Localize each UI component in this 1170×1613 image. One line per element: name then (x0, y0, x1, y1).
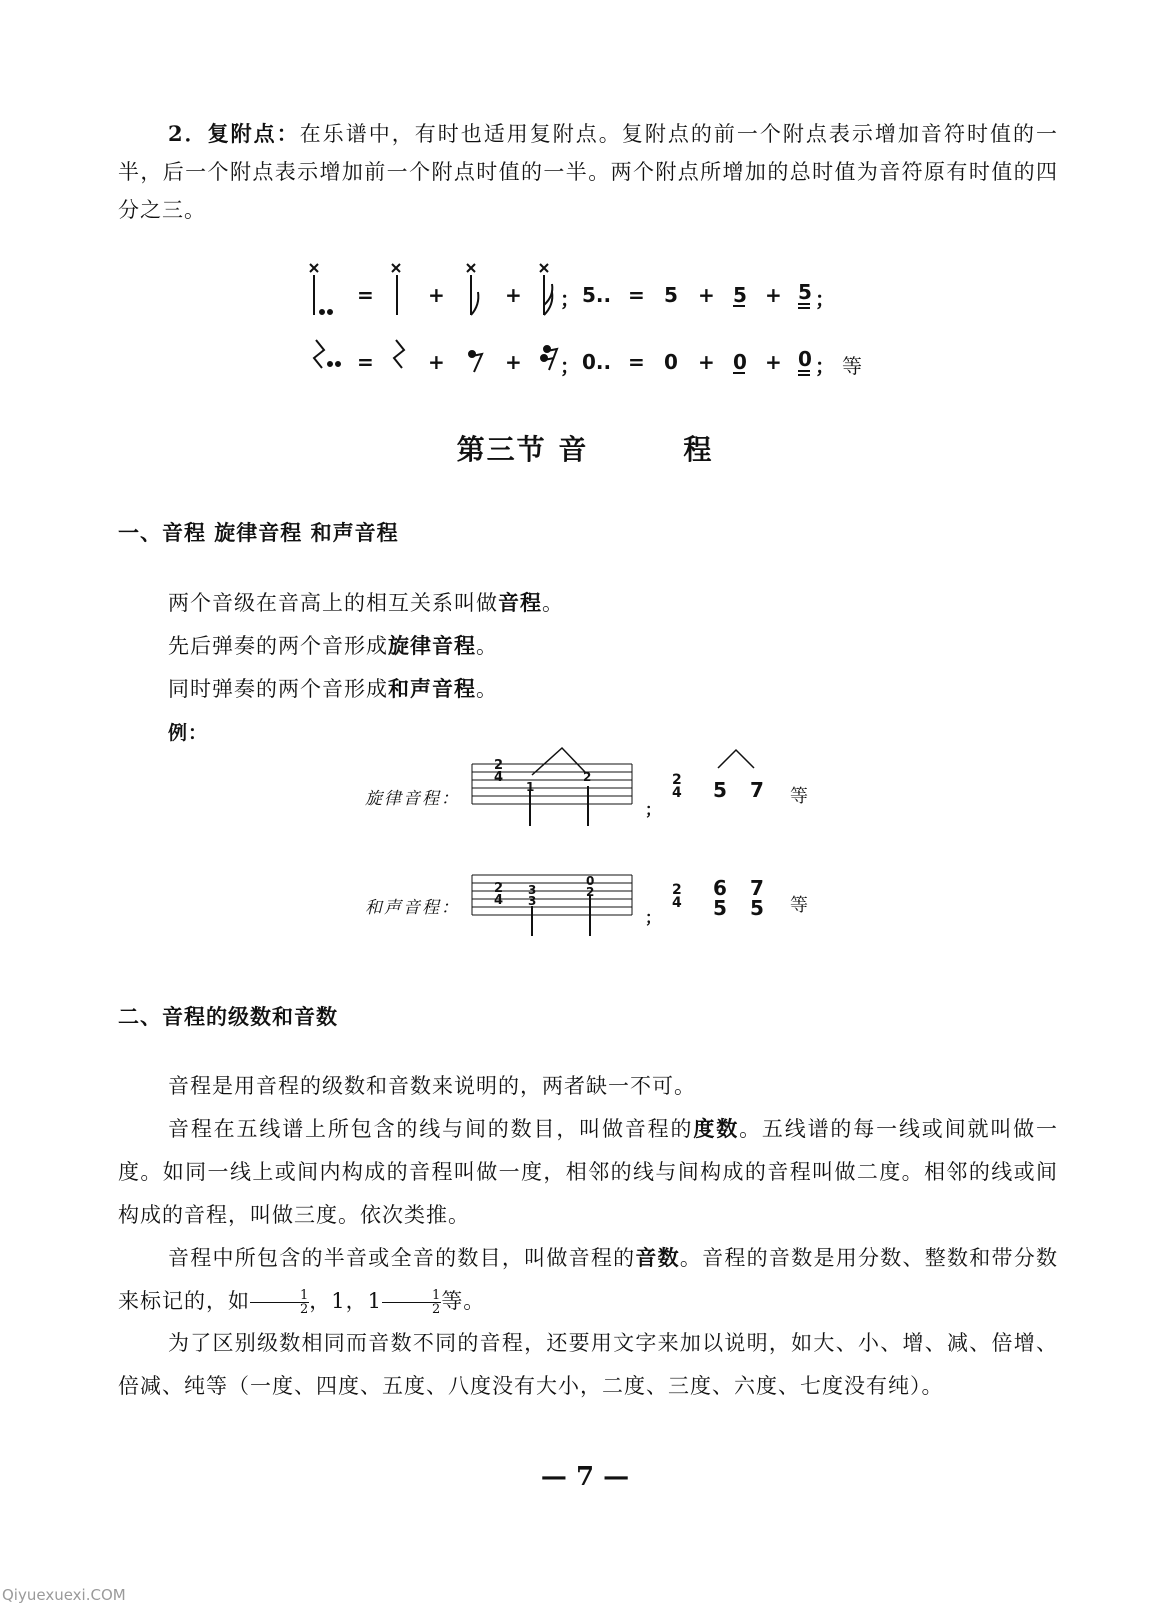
melodic-tab-staff (472, 748, 754, 826)
paragraph-text: 。音程的音数是用分数、整数和带分数来标记的，如 (118, 1246, 1059, 1313)
tab-fret-1: 1 (526, 780, 535, 794)
harmonic-interval-label: 和声音程： (365, 898, 460, 918)
page-number: — 7 — (540, 1462, 630, 1492)
example-etc: 等 (790, 895, 808, 916)
double-dot-text: 在乐谱中，有时也适用复附点。复附点的前一个附点表示增加音符时值的一半，后一个附点表示增加前一个附点时值的一半。两个附点所增加的总时值为音符原有时值的四分之三。 (118, 122, 1058, 222)
jianpu-plus: + (765, 283, 782, 307)
time-sig-bottom: 4 (494, 893, 504, 908)
interval-paragraph-4: 为了区别级数相同而音数不同的音程，还要用文字来加以说明，如大、小、增、减、倍增、倍减、纯等（一度、四度、五度、八度没有大小，二度、三度、六度、七度没有纯）。 (118, 1331, 1058, 1398)
time-sig-bottom: 4 (672, 785, 682, 801)
mixed-whole: 1 (367, 1289, 383, 1313)
dotted-rest-symbol (314, 340, 340, 368)
time-sig-top: 2 (494, 758, 504, 773)
jianpu-time-signature (672, 774, 682, 800)
fraction-mixed-half (382, 1289, 441, 1316)
example-etc: 等 (790, 786, 808, 807)
definition-text: 先后弹奏的两个音形成 (168, 634, 388, 658)
jianpu-5-eighth: 5 (733, 283, 747, 307)
formula-semicolon-4: ； (815, 354, 835, 378)
tab-chord-left (528, 885, 536, 907)
formula-equals-2: = (357, 350, 374, 374)
jianpu-5-sixteenth: 5 (798, 280, 812, 304)
quarter-note-symbol (467, 264, 478, 315)
formula-plus-2: + (505, 283, 522, 307)
jianpu-plus: + (698, 283, 715, 307)
interval-paragraph-1: 音程是用音程的级数和音数来说明的，两者缺一不可。 (168, 1074, 696, 1098)
subsection-2-heading: 二、音程的级数和音数 (118, 1005, 338, 1029)
definition-term: 和声音程 (388, 676, 476, 701)
paragraph-text: 等。 (441, 1289, 486, 1313)
example-semicolon: ； (645, 908, 662, 927)
tab-fret-2: 2 (583, 770, 592, 784)
harmonic-jianpu-chord-1 (713, 878, 727, 918)
jianpu-plus: + (765, 350, 782, 374)
interval-paragraph-2 (118, 1107, 1058, 1237)
jianpu-time-signature (672, 884, 682, 910)
fraction-denominator: 2 (300, 1302, 310, 1317)
eighth-rest-symbol (469, 351, 482, 372)
fraction-denominator: 2 (432, 1302, 442, 1317)
definition-term: 音程 (498, 590, 542, 615)
site-watermark: Qiyuexuexi.COM (2, 1586, 126, 1604)
definition-end: 。 (542, 591, 564, 615)
melodic-jianpu-7: 7 (750, 778, 764, 802)
definition-end: 。 (476, 634, 498, 658)
paragraph-text: 。五线谱的每一线或间就叫做一度。如同一线上或间内构成的音程叫做一度，相邻的线与间构成的音程叫做二度。相邻的线或间构成的音程，叫做三度。依次类推。 (118, 1117, 1059, 1227)
melodic-interval-label: 旋律音程： (365, 789, 460, 809)
jianpu-5-double-dot: 5.. (582, 283, 612, 307)
eighth-note-symbol (540, 264, 552, 315)
fraction-numerator: 1 (250, 1289, 309, 1303)
formula-plus-3: + (428, 350, 445, 374)
definition-end: 。 (476, 677, 498, 701)
formula-plus-1: + (428, 283, 445, 307)
jianpu-plus: + (698, 350, 715, 374)
formula-etc: 等 (842, 354, 862, 378)
formula-plus-4: + (505, 350, 522, 374)
formula-semicolon-2: ； (815, 287, 835, 311)
section-title-part2: 程 (683, 433, 714, 466)
definition-interval (168, 587, 564, 617)
paragraph-text: 音程中所包含的半音或全音的数目，叫做音程的 (168, 1246, 636, 1270)
jianpu-5: 5 (664, 283, 678, 307)
definition-text: 两个音级在音高上的相互关系叫做 (168, 591, 498, 615)
tab-time-signature (494, 883, 503, 907)
definition-text: 同时弹奏的两个音形成 (168, 677, 388, 701)
paragraph-term: 音数 (635, 1245, 680, 1270)
time-sig-bottom: 4 (494, 770, 504, 785)
jianpu-0: 0 (664, 350, 678, 374)
jianpu-note: 5 (713, 896, 727, 920)
jianpu-0-double-dot: 0.. (582, 350, 612, 374)
example-semicolon: ； (645, 800, 662, 819)
definition-melodic (168, 630, 498, 660)
section-title-part1: 第三节 音 (456, 433, 589, 466)
interval-paragraph-3 (118, 1236, 1058, 1323)
paragraph-term: 度数 (693, 1116, 740, 1141)
fraction-numerator: 1 (382, 1289, 441, 1303)
time-sig-top: 2 (672, 772, 682, 788)
fraction-half (250, 1289, 309, 1316)
melodic-jianpu-5: 5 (713, 778, 727, 802)
tab-chord-right (586, 876, 594, 898)
half-note-symbol (392, 264, 400, 315)
example-label: 例： (168, 722, 209, 744)
jianpu-0-eighth: 0 (733, 350, 747, 374)
time-sig-top: 2 (494, 881, 504, 896)
paragraph-text: 音程在五线谱上所包含的线与间的数目，叫做音程的 (168, 1117, 694, 1141)
formula-equals-1: = (357, 283, 374, 307)
tab-fret: 3 (528, 894, 537, 908)
sixteenth-rest-symbol (541, 346, 557, 370)
tab-fret: 0 (586, 874, 595, 888)
definition-term: 旋律音程 (388, 633, 476, 658)
tab-fret: 3 (528, 883, 537, 897)
jianpu-equals: = (628, 350, 645, 374)
integer-one: 1 (331, 1289, 346, 1313)
quarter-rest-symbol (394, 340, 404, 368)
jianpu-note: 7 (750, 876, 764, 900)
separator: ， (309, 1289, 332, 1313)
harmonic-jianpu-chord-2 (750, 878, 764, 918)
separator: ， (345, 1289, 368, 1313)
tab-fret: 2 (586, 885, 595, 899)
section-title (0, 428, 1170, 468)
formula-semicolon-3: ； (560, 354, 580, 378)
double-dot-label: 2．复附点： (168, 121, 300, 146)
definition-harmonic (168, 673, 498, 703)
jianpu-equals: = (628, 283, 645, 307)
time-sig-bottom: 4 (672, 895, 682, 911)
jianpu-note: 5 (750, 896, 764, 920)
tab-time-signature (494, 760, 503, 784)
time-sig-top: 2 (672, 882, 682, 898)
dotted-note-symbol (310, 264, 332, 315)
formula-semicolon-1: ； (560, 287, 580, 311)
subsection-1-heading: 一、音程 旋律音程 和声音程 (118, 521, 399, 545)
jianpu-0-sixteenth: 0 (798, 347, 812, 371)
jianpu-note: 6 (713, 876, 727, 900)
